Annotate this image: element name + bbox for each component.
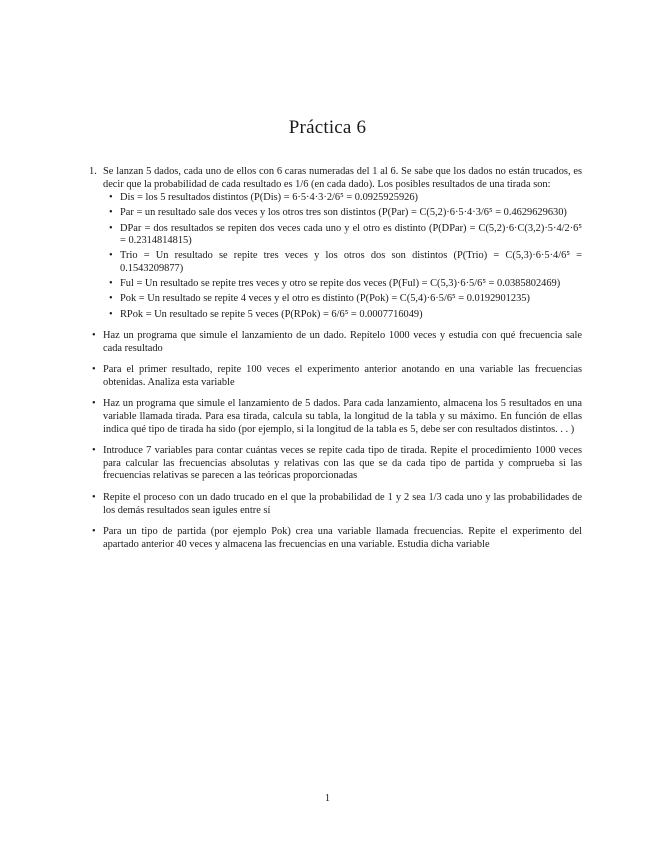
list-item [103,278,582,291]
bullet-icon: • [92,330,96,342]
outcome-dis: Dis = los 5 resultados distintos (P(Dis) = 6·5·4·3·2/6⁵ = 0.0925925926) [120,192,418,204]
page-title: Práctica 6 [288,117,367,138]
list-item [103,309,582,322]
bullet-icon: • [92,364,96,376]
task-item [92,398,582,436]
bullet-icon: • [109,278,113,290]
task-text: Haz un programa que simule el lanzamiento de 5 dados. Para cada lanzamiento, almacena los 5 resultados en una variable llamada tirada. Para esa tirada, calcula su tabla, la longitud de la tabla y su máximo. En función de ellas indica qué tipo de tirada ha sido (por ejemplo, si la longitud de la tabla es 5, debe ser con resultados distintos. . . ) [103,398,582,435]
bullet-icon: • [109,222,113,234]
task-text: Repite el proceso con un dado trucado en el que la probabilidad de 1 y 2 sea 1/3 cada uno y las probabilidades de los demás resultados sean igules entre sí [103,492,582,516]
task-text: Introduce 7 variables para contar cuántas veces se repite cada tipo de tirada. Repite el procedimiento 1000 veces para calcular las frecuencias absolutas y relativas con las que se da cada tipo de partida y comprueba si las frecuencias relativas se parecen a las teóricas proporcionadas [103,445,582,482]
document-body [89,166,582,551]
bullet-icon: • [109,192,113,204]
list-item [103,207,582,220]
outcome-par: Par = un resultado sale dos veces y los otros tres son distintos (P(Par) = C(5,2)·6·5·4·3/6⁵ = 0.4629629630) [120,207,567,219]
item-number: 1. [89,166,97,177]
task-item [92,445,582,483]
task-item [92,492,582,517]
bullet-icon: • [109,207,113,219]
outcome-trio: Trio = Un resultado se repite tres veces y los otros dos son distintos (P(Trio) = C(5,3)·6·5·4/6⁵ = 0.1543209877) [120,250,582,274]
page-number: 1 [324,793,331,804]
outcome-list [103,192,582,321]
outcome-pok: Pok = Un resultado se repite 4 veces y el otro es distinto (P(Pok) = C(5,4)·6·5/6⁵ = 0.0192901235) [120,293,530,305]
bullet-icon: • [109,293,113,305]
outcome-ful: Ful = Un resultado se repite tres veces y otro se repite dos veces (P(Ful) = C(5,3)·6·5/6⁵ = 0.0385802469) [120,278,561,290]
bullet-icon: • [109,308,113,320]
task-text: Haz un programa que simule el lanzamiento de un dado. Repítelo 1000 veces y estudia con qué frecuencia sale cada resultado [103,330,582,354]
numbered-item [89,166,582,321]
outcome-dpar: DPar = dos resultados se repiten dos veces cada uno y el otro es distinto (P(DPar) = C(5,2)·6·C(3,2)·5·4/2·6⁵ = 0.2314814815) [120,222,582,247]
bullet-icon: • [109,250,113,262]
task-text: Para un tipo de partida (por ejemplo Pok) crea una variable llamada frecuencias. Repite el experimento del apartado anterior 40 veces y almacena las frecuencias en una variable. Estudia dicha variable [103,526,582,550]
task-text: Para el primer resultado, repite 100 veces el experimento anterior anotando en una variable las frecuencias obtenidas. Analiza esta variable [103,364,582,388]
numbered-item-text: Se lanzan 5 dados, cada uno de ellos con 6 caras numeradas del 1 al 6. Se sabe que los dados no están trucados, es decir que la probabilidad de cada resultado es 1/6 (en cada dado). Los posibles resultados de una tirada son: [103,166,582,190]
list-item [103,250,582,275]
list-item [103,192,582,205]
task-item [92,364,582,389]
task-item [92,330,582,355]
list-item [103,223,582,248]
bullet-icon: • [92,526,96,538]
bullet-icon: • [92,398,96,410]
task-item [92,526,582,551]
bullet-icon: • [92,492,96,504]
bullet-icon: • [92,445,96,457]
list-item [103,293,582,306]
outcome-rpok: RPok = Un resultado se repite 5 veces (P(RPok) = 6/6⁵ = 0.0007716049) [120,308,423,320]
